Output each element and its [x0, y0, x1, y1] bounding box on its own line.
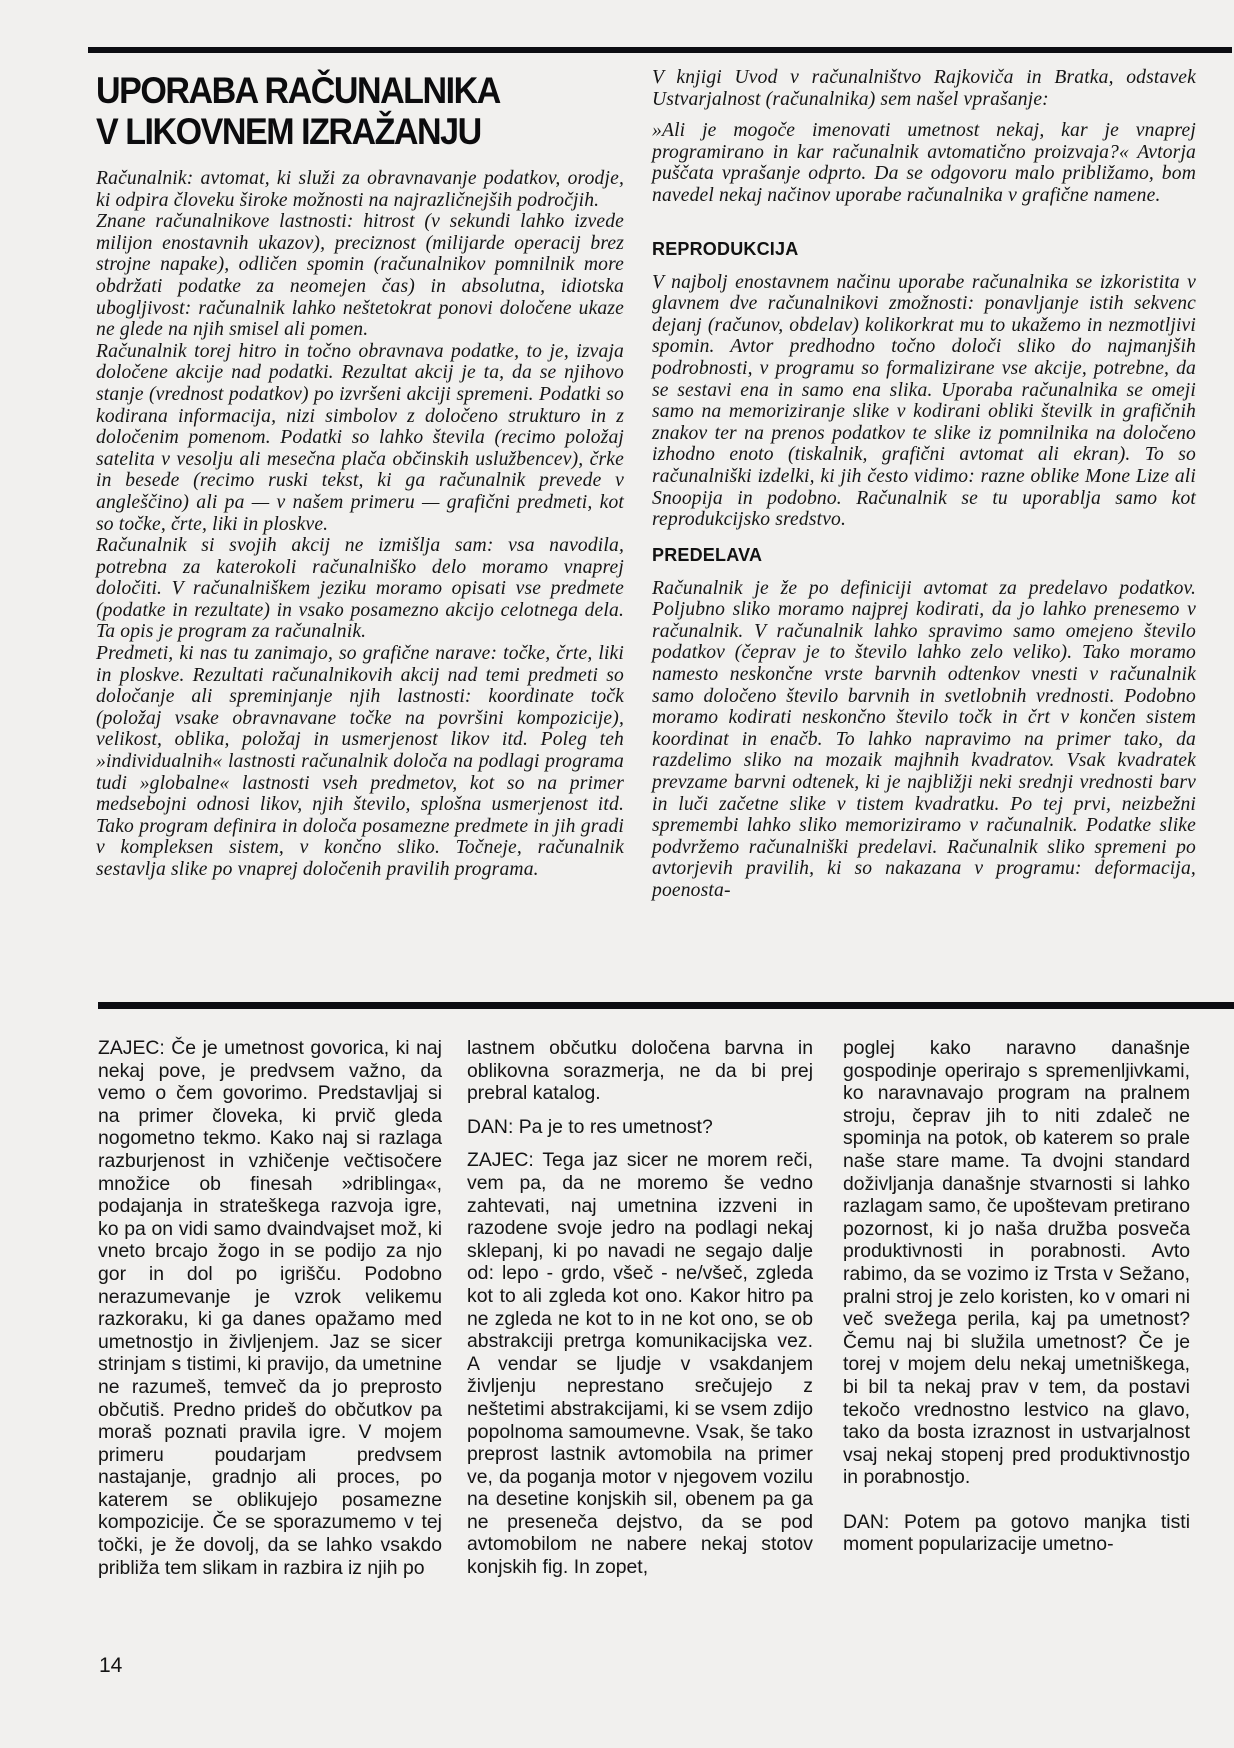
paragraph: Računalnik: avtomat, ki služi za obravnavanje podatkov, orodje, ki odpira človeku široke možnosti na najrazličnejših področjih.: [96, 168, 624, 211]
intro: [652, 67, 1196, 207]
section-divider-rule: [98, 1002, 1234, 1009]
section-text-predelava: Računalnik je že po definiciji avtomat za predelavo podatkov. Poljubno sliko moramo najprej kodirati, da jo lahko prenesemo v računalnik. V računalnik lahko spravimo samo omejeno število podatkov (čeprav je to število lahko zelo veliko). Tako moramo namesto neskončne vrste barvnih odtenkov vnesti v računalnik samo določeno število barvnih in svetlobnih vrednosti. Podobno moramo kodirati neskončno število točk in črt v končen sistem koordinat in enačb. To lahko napravimo na primer tako, da razdelimo sliko na mozaik majhnih kvadratov. Vsak kvadratek prevzame barvni odtenek, ki je najbližji neki srednji vrednosti barv in luči začetne slike v tistem kvadratku. Po tej prvi, neizbežni spremembi lahko sliko memoriziramo v računalnik. Podatke slike podvržemo računalniški predelavi. Računalnik sliko spremeni po avtorjevih pravilih, ki so nakazana v programu: deformacija, poenosta-: [652, 577, 1196, 901]
interview-paragraph: ZAJEC: Tega jaz sicer ne morem reči, vem pa, da ne moremo še vedno zahtevati, naj umetnina izzveni in razodene svoje jedro na podlagi nekaj sklepanj, ki po navadi ne segajo dalje od: lepo - grdo, všeč - ne/všeč, zgleda kot to ali zgleda kot ono. Kakor hitro pa ne zgleda ne kot to in ne kot ono, se ob abstrakciji pretrga komunikacijska vez. A vendar se ljudje v vsakdanjem življenju neprestano srečujejo z neštetimi abstrakcijami, ki se vsem zdijo popolnoma samoumevne. Vsak, še tako preprost lastnik avtomobila na primer ve, da poganja motor v njegovem vozilu na desetine konjskih sil, obenem pa ga ne preseneča dejstvo, da se pod avtomobilom ne nabere nekaj stotov konjskih fig. In zopet,: [467, 1149, 813, 1579]
top-rule: [88, 47, 1232, 53]
interview-paragraph: lastnem občutku določena barvna in oblikovna sorazmerja, ne da bi prej prebral katalog.: [467, 1037, 813, 1105]
article-right-column: [652, 67, 1196, 902]
title-line-1: UPORABA RAČUNALNIKA: [96, 70, 500, 111]
title-line-2: V LIKOVNEM IZRAŽANJU: [96, 111, 481, 152]
page-number: 14: [99, 1654, 123, 1677]
paragraph: Računalnik si svojih akcij ne izmišlja sam: vsa navodila, potrebna za katerokoli računalniško delo moramo vnaprej določiti. V računalniškem jeziku moramo opisati vse predmete (podatke in rezultate) in vsako posamezno akcijo celotnega dela. Ta opis je program za računalnik.: [96, 535, 624, 643]
quote-paragraph: »Ali je mogoče imenovati umetnost nekaj, kar je vnaprej programirano in kar računalnik avtomatično proizvaja?« Avtorja puščata vprašanje odprto. Da se odgovoru malo približamo, bom navedel nekaj načinov uporabe računalnika v grafične namene.: [652, 120, 1196, 206]
article-title: [96, 70, 500, 152]
interview-paragraph: ZAJEC: Če je umetnost govorica, ki naj nekaj pove, je predvsem važno, da vemo o čem govorimo. Predstavljaj si na primer človeka, ki prvič gleda nogometno tekmo. Kako naj si razlaga razburjenost in vzhičenje večtisočere množice ob finesah »driblinga«, podajanja in strateškega razvoja igre, ko pa on vidi samo dvaindvajset mož, ki vneto brcajo žogo in se podijo za njo gor in dol po igrišču. Podobno nerazumevanje je vzrok velikemu razkoraku, ki ga danes opažamo med umetnostjo in življenjem. Jaz se sicer strinjam s tistimi, ki pravijo, da umetnine ne razumeš, temveč da jo preprosto občutiš. Predno prideš do občutkov pa moraš poznati pravila igre. V mojem primeru poudarjam predvsem nastajanje, gradnjo ali proces, po katerem se oblikujejo posamezne kompozicije. Če se sporazumemo v tej točki, je že dovolj, da se lahko vsakdo približa tem slikam in razbira iz njih po: [98, 1037, 442, 1579]
article-left-column: [96, 168, 624, 881]
paragraph: Računalnik torej hitro in točno obravnava podatke, to je, izvaja določene akcije nad podatki. Rezultat akcij je ta, da se njihovo stanje (vrednost podatkov) po izvršeni akciji spremeni. Podatki so kodirana informacija, nizi simbolov z določeno strukturo in z določenim pomenom. Podatki so lahko števila (recimo položaj satelita v vesolju ali mesečna plača občinskih uslužbencev), črke in besede (recimo ruski tekst, ki ga računalnik prevede v angleščino) ali pa — v našem primeru — grafični predmeti, kot so točke, črte, liki in ploskve.: [96, 340, 624, 535]
section-heading-reprodukcija: REPRODUKCIJA: [652, 238, 799, 259]
section-text-reprodukcija: V najbolj enostavnem načinu uporabe računalnika se izkoristita v glavnem dve računalnikovi zmožnosti: ponavljanje istih sekvenc dejanj (računov, obdelav) kolikorkrat mu to ukažemo in nezmotljivi spomin. Avtor predhodno točno določi sliko do najmanjših podrobnosti, v programu so formalizirane vse akcije, potrebne, da se sestavi ena in samo ena slika. Uporaba računalnika se omeji samo na memoriziranje slike v kodirani obliki številk in grafičnih znakov ter na prenos podatkov te slike iz pomnilnika na določeno izhodno enoto (tiskalnik, grafični avtomat ali ekran). To so računalniški izdelki, ki jih često vidimo: razne oblike Mone Lize ali Snoopija in podobno. Računalnik se tu uporablja samo kot reprodukcijsko sredstvo.: [652, 271, 1196, 531]
interview-question: DAN: Potem pa gotovo manjka tisti moment popularizacije umetno-: [843, 1510, 1190, 1556]
section-heading-predelava: PREDELAVA: [652, 544, 763, 565]
paragraph: V knjigi Uvod v računalništvo Rajkoviča in Bratka, odstavek Ustvarjalnost (računalnika) sem našel vprašanje:: [652, 67, 1196, 110]
interview-question: DAN: Pa je to res umetnost?: [467, 1115, 713, 1138]
paragraph: Predmeti, ki nas tu zanimajo, so grafične narave: točke, črte, liki in ploskve. Rezultati računalnikovih akcij nad temi predmeti so določanje ali spreminjanje njih lastnosti: koordinate točk (položaj vsake obravnavane točke na površini kompozicije), velikost, oblika, položaj in usmerjenost likov itd. Poleg teh »individualnih« lastnosti računalnik določa na podlagi programa tudi »globalne« lastnosti vseh predmetov, kot so na primer medsebojni odnosi likov, njih število, splošna usmerjenost itd. Tako program definira in določa posamezne predmete in jih gradi v kompleksen sistem, v končno sliko. Točneje, računalnik sestavlja slike po vnaprej določenih pravilih programa.: [96, 643, 624, 880]
paragraph: Znane računalnikove lastnosti: hitrost (v sekundi lahko izvede milijon enostavnih ukazov), preciznost (milijarde operacij brez strojne napake), odličen spomin (računalnikov pomnilnik more obdržati podatke za neomejen čas) in absolutna, idiotska ubogljivost: računalnik lahko neštetokrat ponovi določene ukaze ne glede na njih smisel ali pomen.: [96, 211, 624, 341]
interview-column-3: [843, 1037, 1190, 1556]
interview-column-1: [98, 1037, 442, 1579]
interview-column-2: [467, 1037, 813, 1579]
interview-paragraph: poglej kako naravno današnje gospodinje operirajo s spremenljivkami, ko naravnavajo program na pralnem stroju, čeprav jih to niti zdaleč ne spominja na potok, ob katerem so prale naše stare mame. Ta dvojni standard doživljanja današnje stvarnosti si lahko razlagam samo, če upoštevam pretirano pozornost, ki jo naša družba posveča produktivnosti in porabnosti. Avto rabimo, da se vozimo iz Trsta v Sežano, pralni stroj je zelo koristen, ko v omari ni več svežega perila, kaj pa umetnost? Čemu naj bi služila umetnost? Če je torej v mojem delu nekaj umetniškega, bi bil ta nekaj prav v tem, da postavi tekočo vrednostno lestvico na glavo, tako da bosta izraznost in ustvarjalnost vsaj nekaj stopenj pred produktivnostjo in porabnostjo.: [843, 1037, 1190, 1489]
